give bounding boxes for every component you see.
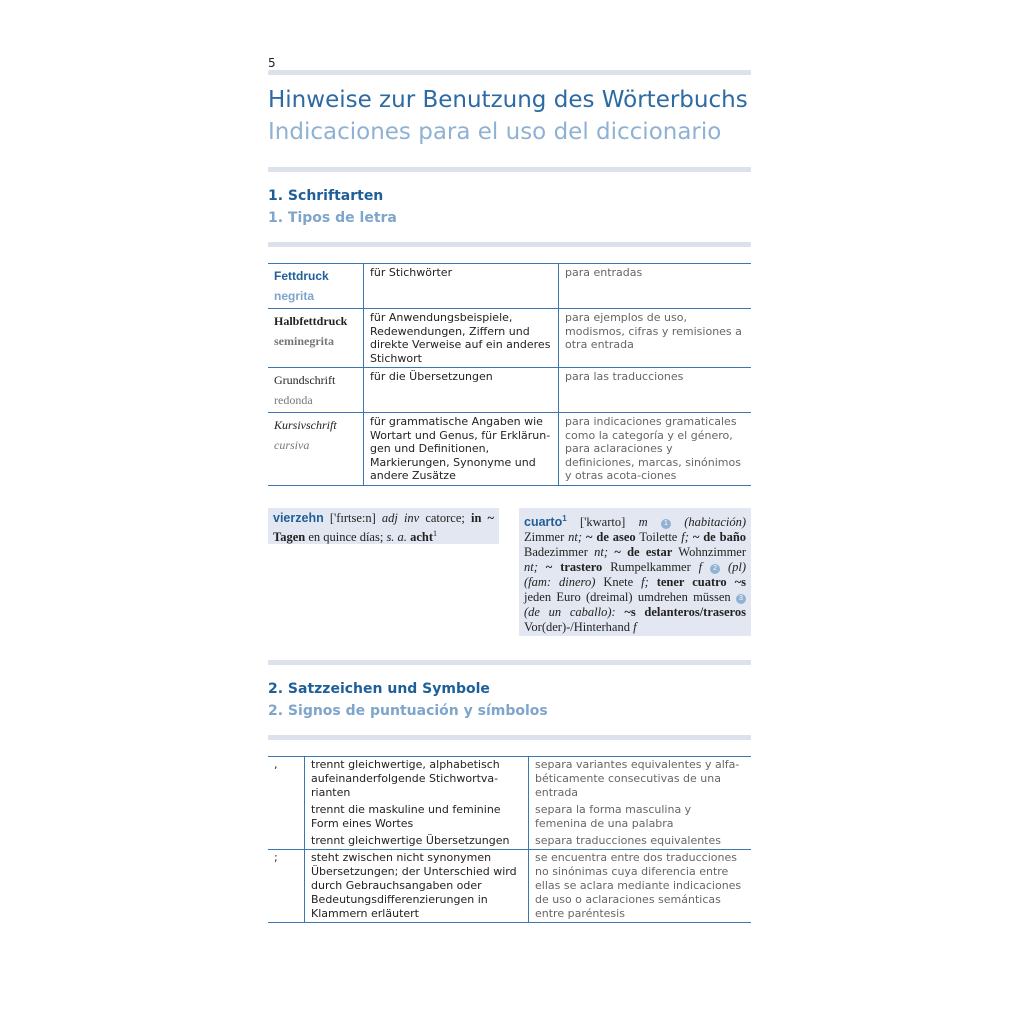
term-de: Grundschrift [274, 373, 336, 387]
page-title-es: Indicaciones para el uso del diccionario [268, 119, 722, 145]
sense-number-icon: 2 [710, 564, 720, 574]
description-es: separa variantes equivalentes y alfa-béticamente consecutivas de una entrada [535, 757, 740, 799]
translation: Knete [603, 574, 634, 589]
divider [268, 735, 751, 740]
description-de: für die Übersetzungen [364, 368, 559, 413]
fonts-table [268, 263, 751, 486]
translation: en quince días; [308, 529, 384, 544]
dictionary-page [268, 56, 751, 923]
table-row [268, 756, 751, 801]
gender-label: f; [681, 529, 689, 544]
translation: Zimmer [524, 529, 565, 544]
term-es: seminegrita [274, 334, 334, 348]
page-title-de: Hinweise zur Benutzung des Wörterbuchs [268, 87, 748, 113]
phrase: ~ trastero [545, 559, 603, 574]
translation: Badezimmer [524, 544, 588, 559]
grammar-label: adj inv [381, 510, 420, 525]
divider [268, 70, 751, 75]
divider [268, 167, 751, 172]
table-row [268, 849, 751, 922]
description-de: trennt die maskuline und feminine Form eines Wortes [305, 801, 529, 832]
translation: Wohnzimmer [678, 544, 747, 559]
grammar-label: m [638, 514, 648, 529]
cross-reference: acht [410, 529, 433, 544]
symbol: , [268, 756, 305, 849]
description-es: para ejemplos de uso, modismos, cifras y remisiones a otra entrada [559, 309, 752, 368]
term-de: Halbfettdruck [274, 314, 348, 328]
translation: catorce; [425, 510, 465, 525]
page-number: 5 [268, 56, 276, 70]
table-row [268, 832, 751, 850]
gender-label: f; [641, 574, 649, 589]
example-entry-vierzehn [268, 508, 499, 544]
description-de: steht zwischen nicht synonymen Übersetzungen; der Unterschied wird durch Gebrauchsangaben oder Bedeutungsdifferenzierungen in Klammern erläutert [305, 849, 529, 922]
description-es: se encuentra entre dos traducciones no sinónimas cuya diferencia entre ellas se aclara mediante indicaciones de uso o aclaraciones semánticas entre paréntesis [529, 849, 752, 922]
example-entries [268, 508, 751, 638]
pronunciation: ['kwarto] [579, 514, 626, 529]
phrase: tener cuatro ~s [656, 574, 746, 589]
description-de: trennt gleichwertige, alphabetisch aufeinanderfolgende Stichwortva-rianten [305, 756, 529, 801]
sense-note: (de un caballo): [524, 604, 616, 619]
phrase: ~ de aseo [585, 529, 636, 544]
table-row [268, 368, 751, 413]
table-row [268, 801, 751, 832]
description-de: für Anwendungsbeispiele, Redewendungen, Ziffern und direkte Verweise auf ein anderes Stichwort [364, 309, 559, 368]
headword: vierzehn [273, 510, 324, 525]
divider [268, 660, 751, 665]
description-de: für Stichwörter [364, 264, 559, 309]
example-entry-cuarto [519, 508, 751, 636]
section2-heading-de: 2. Satzzeichen und Symbole [268, 680, 490, 697]
description-de: für grammatische Angaben wie Wortart und Genus, für Erklärun-gen und Definitionen, Markierungen, Synonyme und andere Zusätze [364, 413, 559, 486]
gender-label: f [633, 619, 637, 634]
headword: cuarto [524, 514, 563, 529]
reference-label: s. a. [386, 529, 407, 544]
divider [268, 242, 751, 247]
section2-heading-es: 2. Signos de puntuación y símbolos [268, 702, 548, 719]
phrase: ~s delanteros/traseros [624, 604, 746, 619]
section1-heading-es: 1. Tipos de letra [268, 210, 397, 226]
translation: Vor(der)-/Hinterhand [524, 619, 630, 634]
term-es: negrita [274, 289, 315, 303]
description-es: para indicaciones gramaticales como la categoría y el género, para aclaraciones y definiciones, marcas, sinónimos y otras acota-ciones [559, 413, 752, 486]
punctuation-table [268, 756, 751, 923]
description-es: para entradas [565, 266, 643, 279]
gender-label: f [698, 559, 703, 574]
translation: Toilette [639, 529, 678, 544]
table-row [268, 309, 751, 368]
translation: Rumpelkammer [610, 559, 691, 574]
description-es: separa la forma masculina y femenina de una palabra [535, 802, 692, 830]
phrase: ~ de baño [692, 529, 747, 544]
sense-number-icon: 3 [736, 594, 746, 604]
term-es: redonda [274, 393, 313, 407]
phrase: ~ de estar [614, 544, 673, 559]
term-de: Kursivschrift [274, 418, 337, 432]
homograph-number: 1 [432, 528, 437, 538]
term-es: cursiva [274, 438, 310, 452]
term-de: Fettdruck [274, 269, 329, 283]
gender-label: nt; [594, 544, 609, 559]
homograph-number: 1 [562, 513, 567, 523]
table-row [268, 264, 751, 309]
description-es: para las traducciones [559, 368, 752, 413]
sense-note: (habitación) [684, 514, 747, 529]
table-row [268, 413, 751, 486]
symbol: ; [268, 849, 305, 922]
phrase: in ~ Tagen [273, 510, 495, 544]
gender-label: nt; [568, 529, 583, 544]
description-es: separa traducciones equivalentes [535, 833, 721, 847]
sense-number-icon: 1 [661, 519, 671, 529]
gender-label: nt; [524, 559, 538, 574]
section1-heading-de: 1. Schriftarten [268, 188, 384, 204]
pronunciation: ['fɪrtse:n] [329, 510, 376, 525]
sense-note: (pl) (fam: dinero) [524, 559, 747, 589]
description-de: trennt gleichwertige Übersetzungen [305, 832, 529, 850]
translation: jeden Euro (dreimal) umdrehen müssen [524, 589, 731, 604]
